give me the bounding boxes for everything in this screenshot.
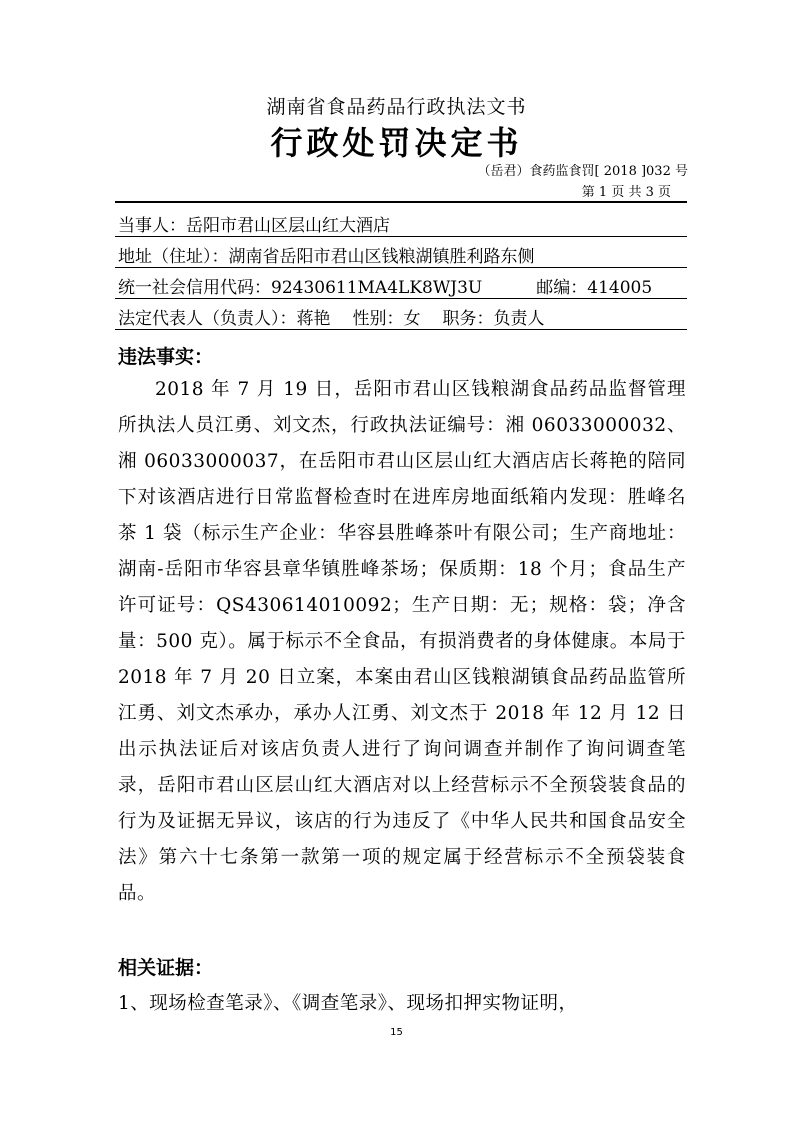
- document-number: （岳君）食药监食罚[ 2018 ]032 号: [477, 164, 688, 179]
- legal-representative: 法定代表人（负责人）：蒋艳: [118, 309, 331, 329]
- document-title: 行政处罚决定书: [270, 124, 523, 162]
- page-number: 15: [390, 1027, 403, 1038]
- facts-body: 2018 年 7 月 19 日，岳阳市君山区钱粮湖食品药品监督管理所执法人员江勇、刘文杰，行政执法证编号：湘 06033000032、湘 06033000037，在岳阳市君山区层山红大酒店店长蒋艳的陪同下对该酒店进行日常监督检查时在进库房地面纸箱内发现：胜峰名茶 1 袋（标示生产企业：华容县胜峰茶叶有限公司；生产商地址：湖南-岳阳市华容县章华镇胜峰茶场；保质期：18 个月；食品生产许可证号：QS430614010092；生产日期：无；规格：袋；净含量：500 克）。属于标示不全食品，有损消费者的身体健康。本局于 2018 年 7 月 20 日立案，本案由君山区钱粮湖镇食品药品监管所江勇、刘文杰承办，承办人江勇、刘文杰于 2018 年 12 月 12 日出示执法证后对该店负责人进行了询问调查并制作了询问调查笔录，岳阳市君山区层山红大酒店对以上经营标示不全预袋装食品的行为及证据无异议，该店的行为违反了《中华人民共和国食品安全法》第六十七条第一款第一项的规定属于经营标示不全预袋装食品。: [118, 379, 686, 904]
- party-name: 当事人：岳阳市君山区层山红大酒店: [118, 216, 390, 236]
- party-divider: [115, 267, 687, 268]
- top-divider: [115, 201, 687, 203]
- gender: 性别：女: [352, 309, 421, 329]
- party-credit-row: [118, 273, 688, 298]
- evidence-heading: 相关证据：: [118, 957, 214, 979]
- document-agency-header: 湖南省食品药品行政执法文书: [266, 96, 527, 118]
- credit-code: 统一社会信用代码：92430611MA4LK8WJ3U: [118, 278, 483, 298]
- party-divider: [115, 329, 687, 330]
- party-divider: [115, 298, 687, 299]
- postcode: 邮编：414005: [536, 278, 653, 298]
- position: 职务：负责人: [442, 309, 545, 329]
- evidence-item: 1、现场检查笔录》、《调查笔录》、现场扣押实物证明，: [118, 993, 578, 1014]
- page-info: 第 1 页 共 3 页: [581, 185, 671, 200]
- party-divider: [115, 236, 687, 237]
- party-representative-row: [118, 304, 688, 329]
- party-address: 地址（住址）：湖南省岳阳市君山区钱粮湖镇胜利路东侧: [118, 247, 535, 267]
- facts-heading: 违法事实：: [118, 346, 214, 368]
